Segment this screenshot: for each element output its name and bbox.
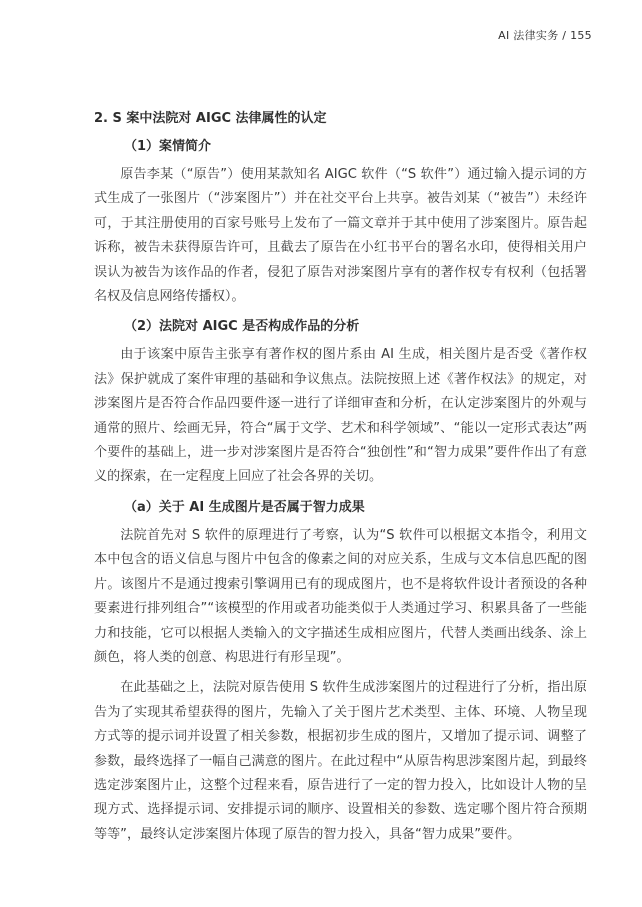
case-intro-paragraph: 原告李某（“原告”）使用某款知名 AIGC 软件（“S 软件”）通过输入提示词的方式生成了一张图片（“涉案图片”）并在社交平台上共享。被告刘某（“被告”）未经许可，于其注册使用的百家号账号上发布了一篇文章并于其中使用了涉案图片。原告起诉称，被告未获得原告许可，且截去了原告在小红书平台的署名水印，使得相关用户误认为被告为该作品的作者，侵犯了原告对涉案图片享有的著作权专有权利（包括署名权及信息网络传播权）。	[94, 167, 587, 305]
page-body	[94, 107, 587, 853]
generation-process-paragraph: 在此基础之上，法院对原告使用 S 软件生成涉案图片的过程进行了分析，指出原告为了实现其希望获得的图片，先输入了关于图片艺术类型、主体、环境、人物呈现方式等的提示词并设置了相关参数，根据初步生成的图片，又增加了提示词、调整了参数，最终选择了一幅自己满意的图片。在此过程中“从原告构思涉案图片起，到最终选定涉案图片止，这整个过程来看，原告进行了一定的智力投入，比如设计人物的呈现方式、选择提示词、安排提示词的顺序、设置相关的参数、选定哪个图片符合预期等等”，最终认定涉案图片体现了原告的智力投入，具备“智力成果”要件。	[94, 680, 587, 842]
intellectual-achievement-heading: （a）关于 AI 生成图片是否属于智力成果	[124, 499, 365, 515]
software-principle-paragraph: 法院首先对 S 软件的原理进行了考察，认为“S 软件可以根据文本指令，利用文本中包含的语义信息与图片中包含的像素之间的对应关系，生成与文本信息匹配的图片。该图片不是通过搜索引擎调用已有的现成图片，也不是将软件设计者预设的各种要素进行排列组合”“该模型的作用或者功能类似于人类通过学习、积累具备了一些能力和技能，它可以根据人类输入的文字描述生成相应图片，代替人类画出线条、涂上颜色，将人类的创意、构思进行有形呈现”。	[94, 527, 587, 665]
case-intro-heading: （1）案情简介	[124, 139, 212, 154]
analysis-paragraph: 由于该案中原告主张享有著作权的图片系由 AI 生成，相关图片是否受《著作权法》保护就成了案件审理的基础和争议焦点。法院按照上述《著作权法》的规定，对涉案图片是否符合作品四要件逐一进行了详细审查和分析，在认定涉案图片的外观与通常的照片、绘画无异，符合“属于文学、艺术和科学领域”、“能以一定形式表达”两个要件的基础上，进一步对涉案图片是否符合“独创性”和“智力成果”要件作出了有意义的探索，在一定程度上回应了社会各界的关切。	[94, 347, 587, 485]
analysis-heading: （2）法院对 AIGC 是否构成作品的分析	[124, 319, 360, 335]
running-header: AI 法律实务 / 155	[498, 29, 592, 42]
section-title: 2. S 案中法院对 AIGC 法律属性的认定	[94, 111, 327, 126]
